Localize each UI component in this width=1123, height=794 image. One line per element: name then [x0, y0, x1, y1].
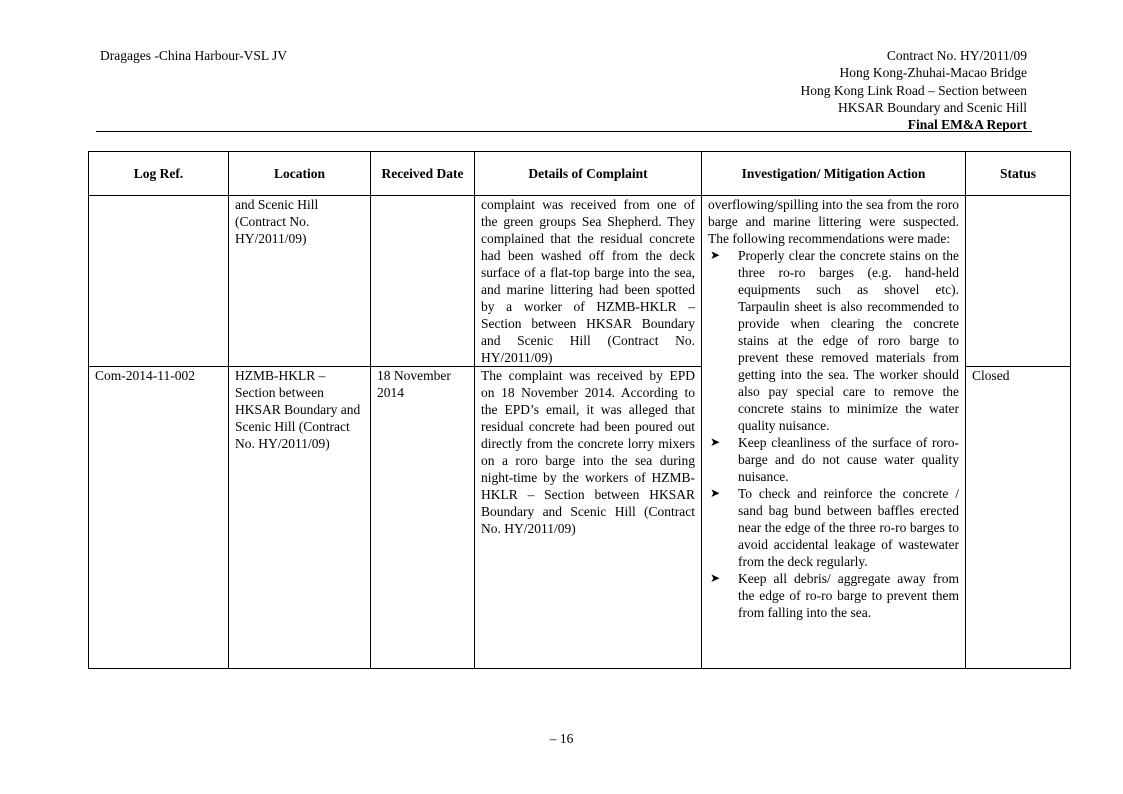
recommendation-text: Properly clear the concrete stains on the three ro-ro barges (e.g. hand-held equipments such as shovel etc). Tarpaulin sheet is also recommended to provide when clearing the concrete stains at the edge of roro barge to prevent these removed materials from getting into the sea. The worker should also pay special care to remove the concrete stains to minimize the water quality nuisance. — [738, 248, 959, 433]
cell-location-continued: and Scenic Hill (Contract No. HY/2011/09) — [229, 196, 371, 367]
recommendation-text: To check and reinforce the concrete / sand bag bund between baffles erected near the edge of the three ro-ro barges to avoid accidental leakage of wastewater from the deck regularly. — [738, 486, 959, 569]
arrow-bullet-icon: ➤ — [710, 435, 721, 449]
header-contract-no: Contract No. HY/2011/09 — [886, 48, 1027, 63]
cell-details: The complaint was received by EPD on 18 November 2014. According to the EPD’s email, it was alleged that residual concrete had been poured out directly from the concrete lorry mixers on a roro barge into the sea during night-time by the workers of HZMB-HKLR – Section between HKSAR Boundary and Scenic Hill (Contract No. HY/2011/09) — [475, 367, 702, 669]
list-item — [708, 570, 959, 621]
cell-log-ref: Com-2014-11-002 — [89, 367, 229, 669]
table-row — [89, 196, 1071, 367]
header-location: Location — [229, 152, 371, 196]
header-status: Status — [966, 152, 1071, 196]
recommendation-text: Keep cleanliness of the surface of roro-barge and do not cause water quality nuisance. — [738, 435, 959, 484]
investigation-intro: overflowing/spilling into the sea from the roro barge and marine littering were suspected. The following recommendations were made: — [708, 197, 959, 246]
cell-location: HZMB-HKLR – Section between HKSAR Boundary and Scenic Hill (Contract No. HY/2011/09) — [229, 367, 371, 669]
cell-date-continued — [371, 196, 475, 367]
header-report-title: Final EM&A Report — [907, 117, 1027, 133]
cell-investigation — [702, 196, 966, 669]
recommendation-text: Keep all debris/ aggregate away from the edge of ro-ro barge to prevent them from falling into the sea. — [738, 571, 959, 620]
complaint-log-table — [88, 151, 1071, 669]
header-company: Dragages -China Harbour-VSL JV — [100, 48, 288, 63]
table-header-row — [89, 152, 1071, 196]
recommendation-list — [708, 247, 959, 621]
arrow-bullet-icon: ➤ — [710, 571, 721, 585]
list-item — [708, 485, 959, 570]
cell-details-continued: complaint was received from one of the green groups Sea Shepherd. They complained that the residual concrete had been washed off from the deck surface of a flat-top barge into the sea, and marine littering had been spotted by a worker of HZMB-HKLR – Section between HKSAR Boundary and Scenic Hill (Contract No. HY/2011/09) — [475, 196, 702, 367]
cell-status-continued — [966, 196, 1071, 367]
header-log-ref: Log Ref. — [89, 152, 229, 196]
cell-log-ref-continued — [89, 196, 229, 367]
header-investigation: Investigation/ Mitigation Action — [702, 152, 966, 196]
header-details: Details of Complaint — [475, 152, 702, 196]
cell-received-date: 18 November 2014 — [371, 367, 475, 669]
header-section: Hong Kong Link Road – Section between — [800, 82, 1027, 98]
header-contract-block — [527, 47, 1027, 133]
list-item — [708, 434, 959, 485]
arrow-bullet-icon: ➤ — [710, 486, 721, 500]
list-item — [708, 247, 959, 434]
header-boundary: HKSAR Boundary and Scenic Hill — [838, 99, 1027, 115]
cell-status: Closed — [966, 367, 1071, 669]
header-divider — [96, 131, 1032, 132]
header-received-date: Received Date — [371, 152, 475, 196]
page-number: – 16 — [549, 731, 574, 746]
arrow-bullet-icon: ➤ — [710, 248, 721, 262]
header-project: Hong Kong-Zhuhai-Macao Bridge — [839, 65, 1027, 81]
